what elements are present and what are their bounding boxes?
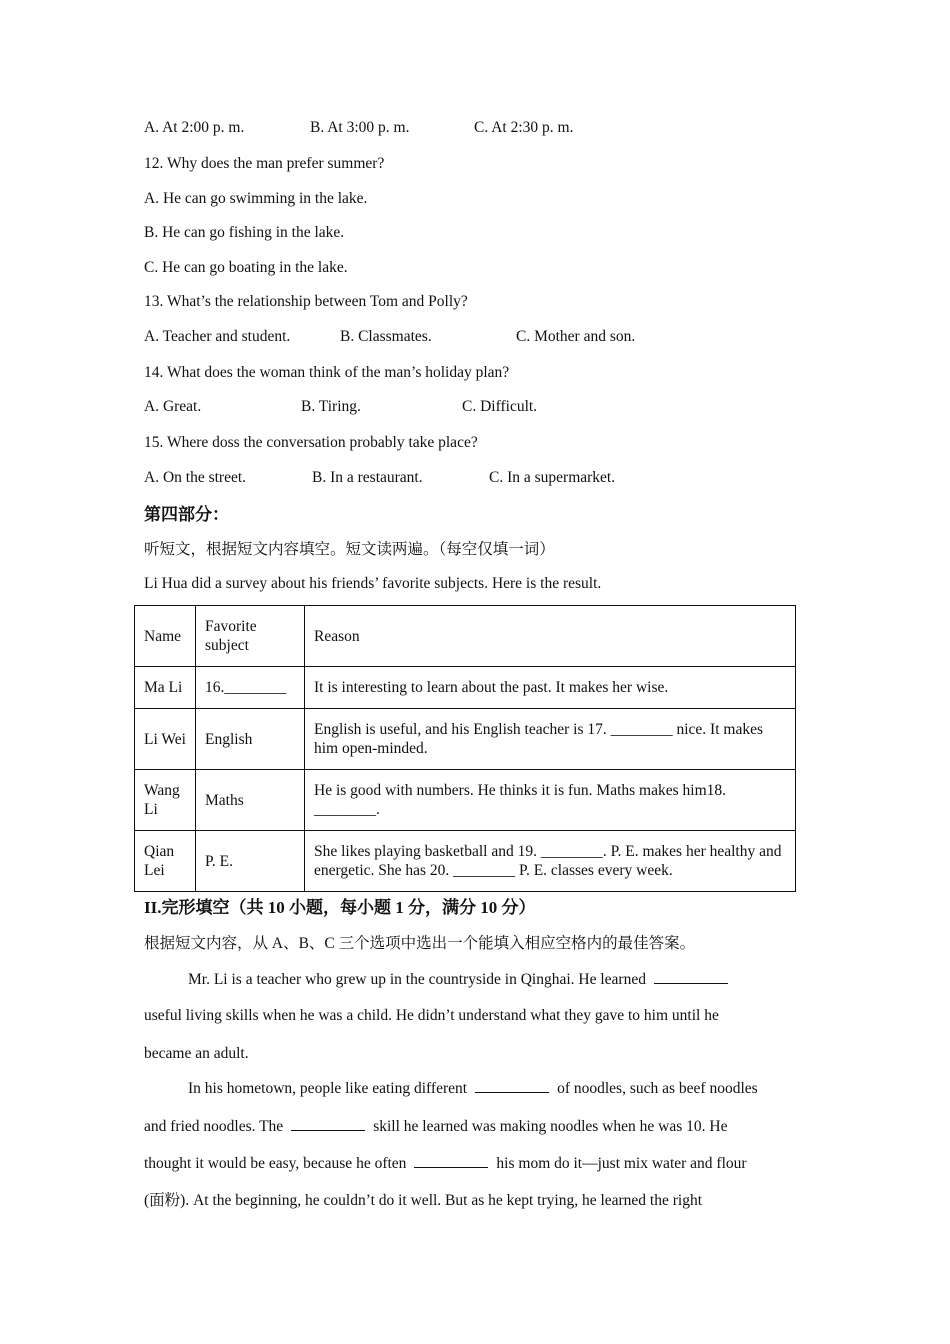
q14-option-b: B. Tiring. [301, 398, 361, 415]
q13-option-b: B. Classmates. [340, 328, 432, 345]
q12-option-c: C. He can go boating in the lake. [144, 259, 348, 276]
q11-option-c: C. At 2:30 p. m. [474, 119, 574, 136]
part4-heading: 第四部分： [144, 505, 229, 524]
passage-text: thought it would be easy, because he often [144, 1155, 407, 1172]
passage-text: his mom do it—just mix water and flour [496, 1155, 747, 1172]
q15-question: 15. Where doss the conversation probably take place? [144, 434, 478, 451]
passage-line: (面粉). At the beginning, he couldn’t do it well. But as he kept trying, he learned the right [144, 1192, 703, 1209]
passage-text: and fried noodles. The [144, 1118, 284, 1135]
cell-reason: She likes playing basketball and 19. ________. P. E. makes her healthy and energetic. She has 20. ________ P. E. classes every week. [305, 831, 796, 892]
passage-line [188, 969, 736, 990]
answer-blank [654, 969, 728, 984]
part4-instruction: 听短文，根据短文内容填空。短文读两遍。（每空仅填一词） [144, 541, 555, 558]
cell-reason: English is useful, and his English teacher is 17. ________ nice. It makes him open-minded. [305, 709, 796, 770]
q14-question: 14. What does the woman think of the man’s holiday plan? [144, 364, 510, 381]
part4-intro: Li Hua did a survey about his friends’ favorite subjects. Here is the result. [144, 575, 602, 592]
table-row [135, 770, 796, 831]
cell-subject: 16.________ [196, 667, 305, 709]
q12-question: 12. Why does the man prefer summer? [144, 155, 385, 172]
q13-option-c: C. Mother and son. [516, 328, 636, 345]
q11-option-b: B. At 3:00 p. m. [310, 119, 410, 136]
cell-subject: Maths [196, 770, 305, 831]
passage-line: became an adult. [144, 1045, 249, 1062]
answer-blank [475, 1078, 549, 1093]
q15-option-a: A. On the street. [144, 469, 247, 486]
cell-name: Li Wei [135, 709, 196, 770]
cell-name: Wang Li [135, 770, 196, 831]
q12-option-a: A. He can go swimming in the lake. [144, 190, 368, 207]
passage-text: skill he learned was making noodles when he was 10. He [373, 1118, 728, 1135]
header-name: Name [135, 606, 196, 667]
answer-blank [414, 1153, 488, 1168]
q12-option-b: B. He can go fishing in the lake. [144, 224, 345, 241]
cell-subject: English [196, 709, 305, 770]
q14-option-c: C. Difficult. [462, 398, 538, 415]
passage-line [144, 1116, 727, 1137]
table-row [135, 709, 796, 770]
q14-option-a: A. Great. [144, 398, 202, 415]
header-favorite-subject: Favorite subject [196, 606, 305, 667]
cell-reason: He is good with numbers. He thinks it is fun. Maths makes him18. ________. [305, 770, 796, 831]
section2-heading: II.完形填空（共 10 小题，每小题 1 分，满分 10 分） [144, 898, 536, 917]
passage-text: Mr. Li is a teacher who grew up in the countryside in Qinghai. He learned [188, 971, 646, 988]
q15-option-c: C. In a supermarket. [489, 469, 616, 486]
cell-name: Ma Li [135, 667, 196, 709]
answer-blank [291, 1116, 365, 1131]
q15-option-b: B. In a restaurant. [312, 469, 423, 486]
passage-line [188, 1078, 758, 1099]
table-row [135, 667, 796, 709]
table-header-row [135, 606, 796, 667]
survey-table [134, 605, 796, 892]
passage-text: of noodles, such as beef noodles [557, 1080, 758, 1097]
passage-line: useful living skills when he was a child. He didn’t understand what they gave to him until he [144, 1007, 719, 1024]
passage-text: In his hometown, people like eating different [188, 1080, 468, 1097]
table-row [135, 831, 796, 892]
section2-instruction: 根据短文内容，从 A、B、C 三个选项中选出一个能填入相应空格内的最佳答案。 [144, 935, 696, 952]
cell-subject: P. E. [196, 831, 305, 892]
cell-name: Qian Lei [135, 831, 196, 892]
header-reason: Reason [305, 606, 796, 667]
q11-option-a: A. At 2:00 p. m. [144, 119, 245, 136]
cell-reason: It is interesting to learn about the past. It makes her wise. [305, 667, 796, 709]
passage-line [144, 1153, 747, 1174]
q13-option-a: A. Teacher and student. [144, 328, 291, 345]
q13-question: 13. What’s the relationship between Tom and Polly? [144, 293, 468, 310]
